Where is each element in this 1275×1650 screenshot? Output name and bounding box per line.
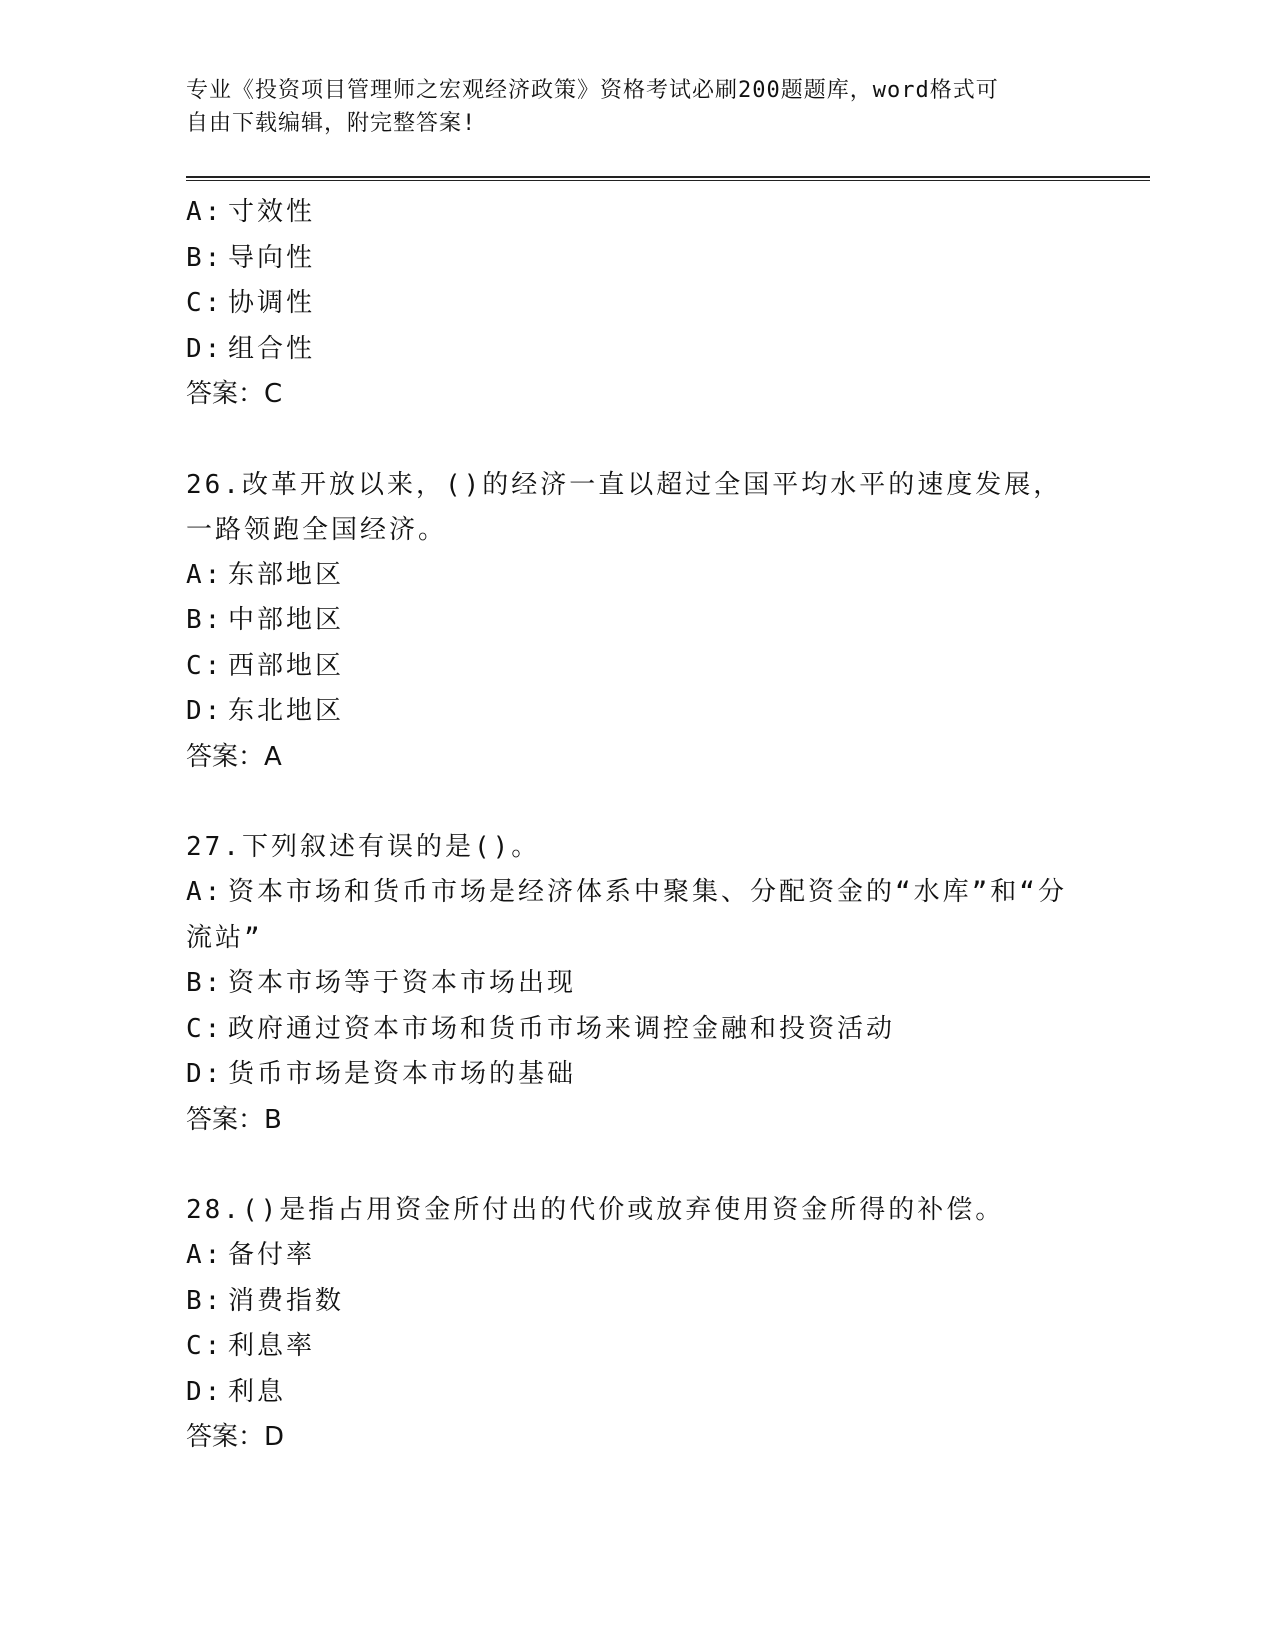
- question-stem: 27.下列叙述有误的是()。: [186, 832, 541, 862]
- option-a: [186, 1233, 1086, 1279]
- option-c: [186, 644, 1086, 690]
- option-c: [186, 281, 1086, 327]
- option-b: [186, 1279, 1086, 1325]
- spacer: [186, 418, 1086, 463]
- option-b: [186, 598, 1086, 644]
- option-b: [186, 961, 1086, 1007]
- header-title-line-2: 自由下载编辑，附完整答案!: [186, 111, 477, 136]
- option-letter: D:: [186, 333, 224, 364]
- spacer: [186, 1143, 1086, 1188]
- option-text: 组合性: [228, 333, 316, 364]
- question-block-26: [186, 463, 1086, 781]
- option-letter: B:: [186, 968, 224, 998]
- option-letter: C:: [186, 650, 224, 681]
- option-text: 备付率: [228, 1240, 316, 1270]
- option-a: [186, 870, 1086, 961]
- option-d: [186, 1052, 1086, 1098]
- option-text: 东北地区: [228, 696, 345, 726]
- document-header: [186, 74, 1066, 140]
- answer-line: 答案：C: [186, 379, 283, 409]
- question-block-28: [186, 1188, 1086, 1461]
- answer-line: 答案：B: [186, 1104, 282, 1135]
- option-letter: B:: [186, 605, 224, 635]
- header-divider: [186, 176, 1150, 181]
- answer-line: 答案：D: [186, 1422, 285, 1452]
- option-b: [186, 236, 1086, 282]
- option-letter: D:: [186, 696, 224, 726]
- question-block-27: [186, 825, 1086, 1143]
- option-d: [186, 689, 1086, 735]
- question-stem: 26.改革开放以来，()的经济一直以超过全国平均水平的速度发展，一路领跑全国经济。: [186, 469, 1063, 545]
- header-title-line-1: 专业《投资项目管理师之宏观经济政策》资格考试必刷200题题库，word格式可: [186, 78, 999, 103]
- option-letter: A:: [186, 197, 224, 227]
- option-text: 利息: [228, 1376, 287, 1407]
- option-letter: C:: [186, 1331, 224, 1361]
- option-text: 东部地区: [228, 559, 345, 590]
- option-text: 中部地区: [228, 605, 345, 635]
- option-text: 资本市场和货币市场是经济体系中聚集、分配资金的“水库”和“分流站”: [186, 877, 1067, 953]
- option-text: 利息率: [228, 1331, 316, 1361]
- option-text: 货币市场是资本市场的基础: [228, 1059, 577, 1089]
- option-text: 资本市场等于资本市场出现: [228, 968, 577, 998]
- option-text: 西部地区: [228, 650, 345, 681]
- option-text: 导向性: [228, 242, 316, 273]
- question-list: [186, 190, 1086, 1461]
- option-text: 寸效性: [228, 197, 316, 227]
- option-text: 消费指数: [228, 1285, 345, 1316]
- option-letter: A:: [186, 1240, 224, 1270]
- option-letter: A:: [186, 559, 224, 590]
- option-a: [186, 553, 1086, 599]
- option-letter: D:: [186, 1059, 224, 1089]
- option-a: [186, 190, 1086, 236]
- question-stem: 28.()是指占用资金所付出的代价或放弃使用资金所得的补偿。: [186, 1195, 1005, 1225]
- option-letter: B:: [186, 1285, 224, 1316]
- spacer: [186, 780, 1086, 825]
- option-letter: B:: [186, 242, 224, 273]
- option-c: [186, 1007, 1086, 1053]
- option-text: 协调性: [228, 288, 316, 318]
- option-letter: C:: [186, 1013, 224, 1044]
- question-block-25: [186, 190, 1086, 418]
- option-c: [186, 1324, 1086, 1370]
- option-letter: C:: [186, 288, 224, 318]
- answer-line: 答案：A: [186, 741, 282, 772]
- option-text: 政府通过资本市场和货币市场来调控金融和投资活动: [228, 1013, 896, 1044]
- option-letter: D:: [186, 1376, 224, 1407]
- option-letter: A:: [186, 877, 224, 907]
- option-d: [186, 1370, 1086, 1416]
- option-d: [186, 327, 1086, 373]
